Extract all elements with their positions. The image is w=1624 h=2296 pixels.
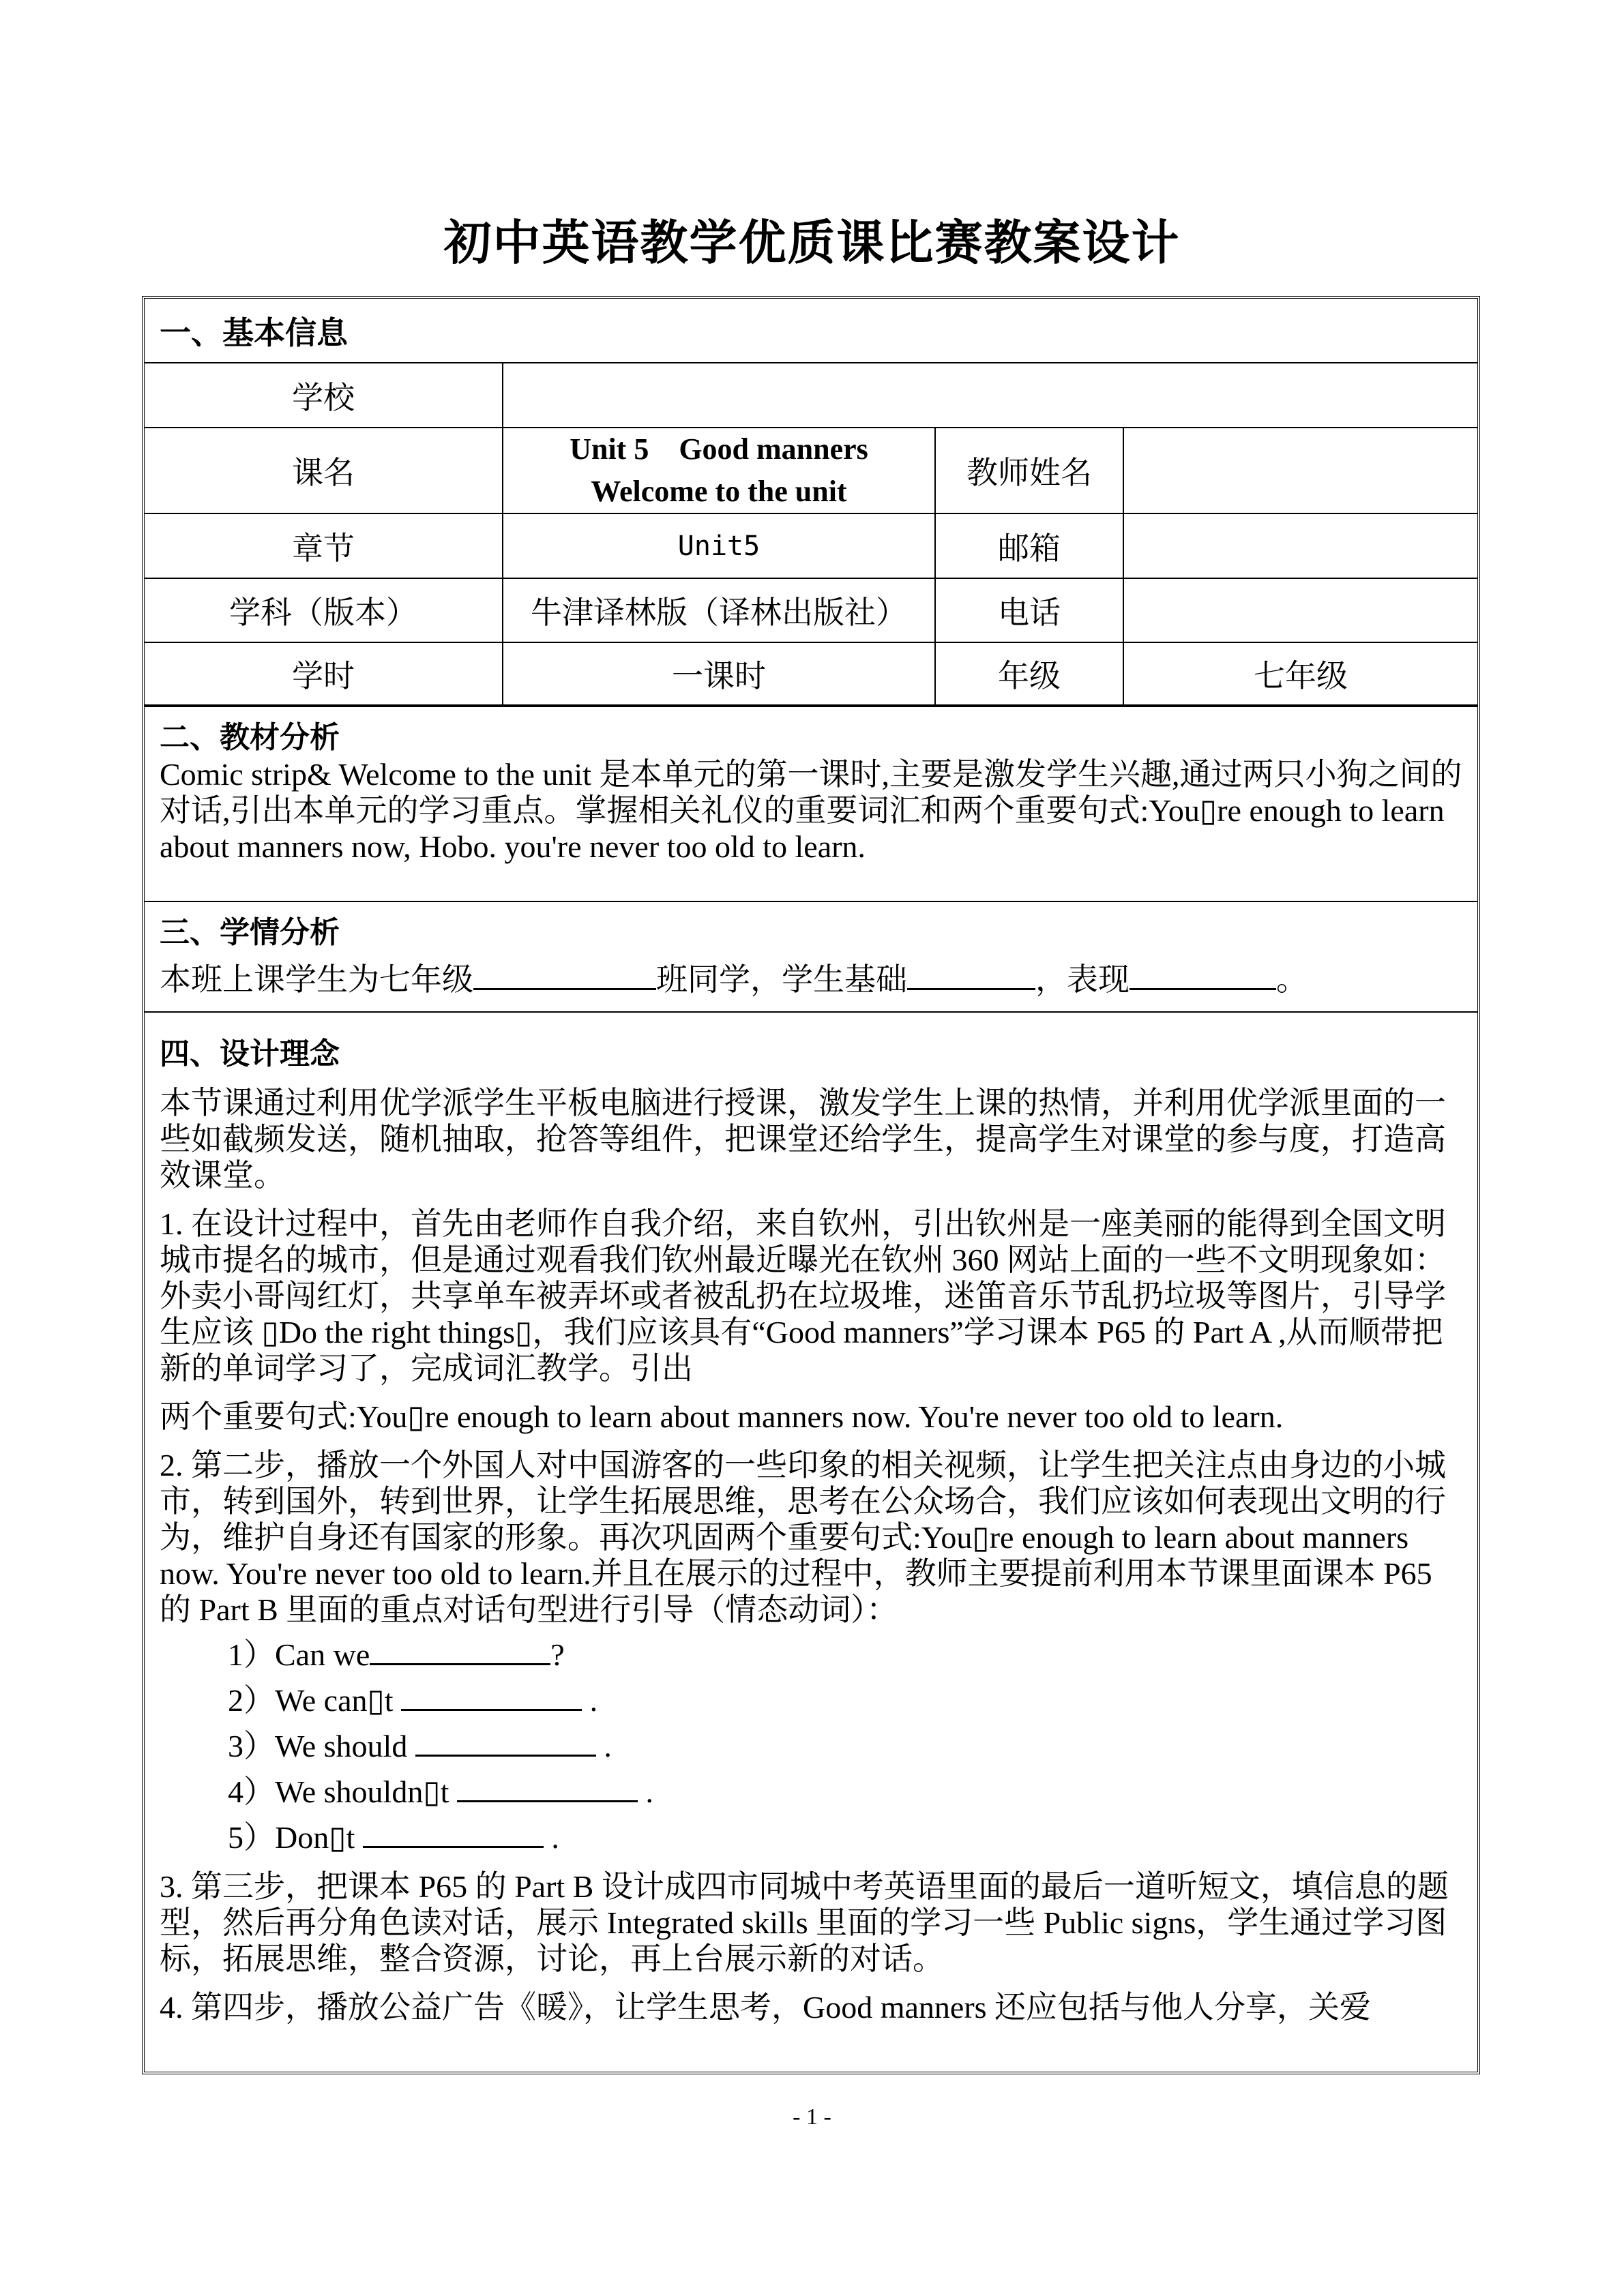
student-text-part2: 班同学，学生基础: [656, 962, 907, 997]
subject-label: 学科（版本）: [145, 578, 503, 642]
phone-label: 电话: [935, 578, 1123, 642]
item-end: .: [582, 1683, 598, 1718]
item-text: 5）Don▯t: [228, 1820, 363, 1855]
design-step-1: 1. 在设计过程中，首先由老师作自我介绍，来自钦州，引出钦州是一座美丽的能得到全国文明城市提名的城市，但是通过观看我们钦州最近曝光在钦州 360 网站上面的一些不文明现象如：外卖小哥闯红灯，共享单车被弄坏或者被乱扔在垃圾堆，迷笛音乐节乱扔垃圾等图片，引导学生应该 ▯Do the right things▯，我们应该具有“Good manners”学习课本 P65 的 Part A ,从而顺带把新的单词学习了，完成词汇教学。引出: [160, 1206, 1446, 1386]
course-name: [503, 428, 935, 513]
phone-value: [1123, 578, 1477, 642]
teacher-label: 教师姓名: [935, 428, 1123, 513]
chapter-label: 章节: [145, 513, 503, 578]
list-item: [160, 1723, 1462, 1769]
item-blank: [363, 1819, 544, 1848]
list-item: [160, 1678, 1462, 1723]
item-blank: [370, 1636, 550, 1665]
student-text-part1: 本班上课学生为七年级: [160, 962, 473, 997]
item-text: 2）We can▯t: [228, 1683, 402, 1718]
teacher-value: [1123, 428, 1477, 513]
student-analysis-section: [145, 901, 1477, 1011]
school-label: 学校: [145, 363, 503, 428]
list-item: [160, 1815, 1462, 1860]
hours-value: 一课时: [503, 642, 935, 705]
course-line-2: Welcome to the unit: [591, 475, 847, 508]
basic-info-heading: 一、基本信息: [145, 299, 1477, 363]
item-end: ?: [550, 1637, 565, 1672]
textbook-analysis-section: [145, 706, 1477, 901]
grade-label: 年级: [935, 642, 1123, 705]
item-text: 1）Can we: [228, 1637, 370, 1672]
email-label: 邮箱: [935, 513, 1123, 578]
school-value: [503, 363, 1477, 428]
basic-info-table: [145, 299, 1477, 706]
student-text-part3: ，表现: [1035, 962, 1130, 997]
design-concept-heading: 四、设计理念: [160, 1037, 340, 1071]
blank-foundation: [907, 961, 1035, 990]
page-title: 初中英语教学优质课比赛教案设计: [443, 215, 1181, 271]
textbook-analysis-text: Comic strip& Welcome to the unit 是本单元的第一课时,主要是激发学生兴趣,通过两只小狗之间的对话,引出本单元的学习重点。掌握相关礼仪的重要词汇和两个重要句式:You▯re enough to learn about manners now, Hobo. you're never too old to learn.: [160, 757, 1462, 864]
item-end: .: [595, 1729, 612, 1763]
textbook-analysis-heading: 二、教材分析: [160, 720, 340, 755]
design-step-4: 4. 第四步，播放公益广告《暖》，让学生思考，Good manners 还应包括与他人分享，关爱: [160, 1990, 1372, 2025]
item-blank: [415, 1727, 596, 1757]
blank-class: [473, 961, 656, 990]
item-blank: [401, 1682, 582, 1711]
list-item: [160, 1769, 1462, 1815]
blank-performance: [1130, 961, 1276, 990]
item-text: 4）We shouldn▯t: [228, 1774, 457, 1809]
design-intro: 本节课通过利用优学派学生平板电脑进行授课，激发学生上课的热情，并利用优学派里面的一些如截频发送，随机抽取，抢答等组件，把课堂还给学生，提高学生对课堂的参与度，打造高效课堂。: [160, 1086, 1446, 1193]
item-end: .: [637, 1774, 653, 1809]
item-end: .: [543, 1820, 559, 1855]
course-line-1: Unit 5 Good manners: [570, 432, 868, 466]
design-step-2: 2. 第二步，播放一个外国人对中国游客的一些印象的相关视频，让学生把关注点由身边的小城市，转到国外，转到世界，让学生拓展思维，思考在公众场合，我们应该如何表现出文明的行为，维护自身还有国家的形象。再次巩固两个重要句式:You▯re enough to learn about manners now. You're never too old to learn.并且在展示的过程中，教师主要提前利用本节课里面课本 P65 的 Part B 里面的重点对话句型进行引导（情态动词）：: [160, 1448, 1446, 1627]
student-analysis-text: [160, 961, 1462, 998]
lesson-plan-frame: [142, 296, 1480, 2074]
modal-verb-list: [160, 1632, 1462, 1860]
course-label: 课名: [145, 428, 503, 513]
item-blank: [457, 1773, 638, 1802]
page-number: - 1 -: [793, 2104, 831, 2130]
item-text: 3）We should: [228, 1729, 415, 1763]
student-analysis-heading: 三、学情分析: [160, 915, 340, 950]
design-step-3: 3. 第三步，把课本 P65 的 Part B 设计成四市同城中考英语里面的最后一道听短文，填信息的题型，然后再分角色读对话，展示 Integrated skills 里面的学习一些 Public signs，学生通过学习图标，拓展思维，整合资源，讨论，再上台展示新的对话。: [160, 1869, 1449, 1976]
email-value: [1123, 513, 1477, 578]
list-item: [160, 1632, 1462, 1678]
design-step-1-sentences: 两个重要句式:You▯re enough to learn about manners now. You're never too old to learn.: [160, 1399, 1284, 1434]
chapter-value: Unit5: [503, 513, 935, 578]
design-concept-section: [145, 1011, 1477, 2025]
grade-value: 七年级: [1123, 642, 1477, 705]
subject-value: 牛津译林版（译林出版社）: [503, 578, 935, 642]
student-text-part4: 。: [1276, 962, 1308, 997]
hours-label: 学时: [145, 642, 503, 705]
